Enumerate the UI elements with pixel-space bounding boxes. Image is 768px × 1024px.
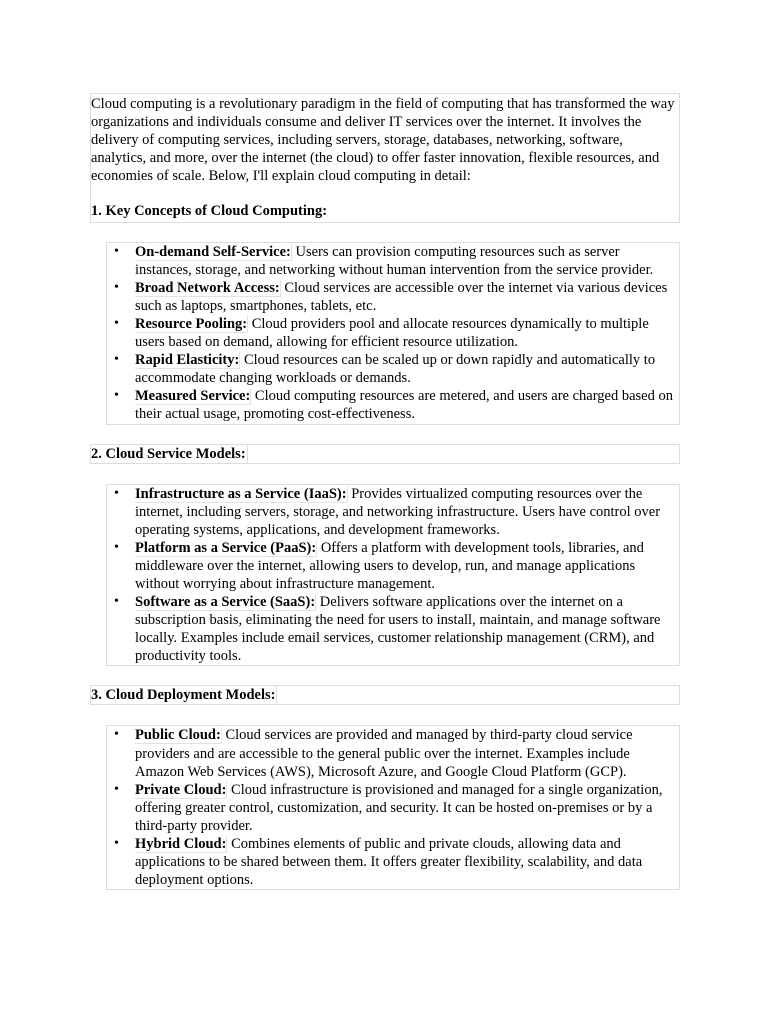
list-item xyxy=(114,351,679,387)
list-item xyxy=(114,835,679,889)
list-item-text: Cloud infrastructure is provisioned and managed for a single organization, offering greater control, customization, and security. It can be hosted on-premises or by a third-party provider. xyxy=(135,781,663,834)
list-item-text: Cloud providers pool and allocate resources dynamically to multiple users based on demand, allowing for efficient resource utilization. xyxy=(135,315,649,351)
list-item-text: Delivers software applications over the internet on a subscription basis, eliminating the need for users to install, maintain, and manage software locally. Examples include email services, customer relationship management (CRM), and productivity tools. xyxy=(135,594,661,665)
list-item-term: Rapid Elasticity: xyxy=(135,352,240,369)
list-item-text: Cloud resources can be scaled up or down rapidly and automatically to accommodate changing workloads or demands. xyxy=(135,352,656,387)
list-item xyxy=(114,539,679,593)
list-item xyxy=(114,315,679,351)
heading-text: 2. Cloud Service Models: xyxy=(91,445,246,462)
list-item-text: Cloud services are accessible over the internet via various devices such as laptops, smartphones, tablets, etc. xyxy=(135,279,668,314)
list-item-text: Cloud computing resources are metered, and users are charged based on their actual usage, promoting cost-effectiveness. xyxy=(135,388,673,423)
list-item-term: Broad Network Access: xyxy=(135,279,280,296)
heading-text: 1. Key Concepts of Cloud Computing: xyxy=(91,203,328,220)
deployment-models-list xyxy=(106,725,680,890)
list-item xyxy=(114,726,679,780)
spacer xyxy=(90,464,680,484)
bullet-icon: • xyxy=(114,352,119,368)
list-item-term: Hybrid Cloud: xyxy=(135,836,227,852)
intro-block xyxy=(90,93,680,223)
bullet-icon: • xyxy=(114,243,119,259)
bullet-icon: • xyxy=(114,279,119,295)
heading-text: 3. Cloud Deployment Models: xyxy=(91,687,276,704)
bullet-icon: • xyxy=(114,315,119,331)
spacer xyxy=(90,666,680,685)
spacer xyxy=(91,185,679,202)
service-models-list xyxy=(106,484,680,667)
list-item-text: Offers a platform with development tools, libraries, and middleware over the internet, allowing users to develop, run, and manage applications without worrying about infrastructure management. xyxy=(135,539,644,592)
list-item-text: Cloud services are provided and managed by third-party cloud service providers and are accessible to the general public over the internet. Examples include Amazon Web Services (AWS), Microsoft Azure, and Google Cloud Platform (GCP). xyxy=(135,727,633,780)
section-heading-deployment-models xyxy=(90,685,680,705)
bullet-icon: • xyxy=(114,594,119,610)
list-item xyxy=(114,593,679,665)
list-item-text: Users can provision computing resources such as server instances, storage, and networking without human intervention from the service provider. xyxy=(135,243,654,278)
bullet-icon: • xyxy=(114,539,119,555)
list-item-term: Private Cloud: xyxy=(135,781,227,798)
list-item xyxy=(114,781,679,835)
list-item xyxy=(114,387,679,423)
list-item-term: Public Cloud: xyxy=(135,727,221,744)
list-item-term: On-demand Self-Service: xyxy=(135,243,291,260)
spacer xyxy=(90,425,680,444)
list-item xyxy=(114,279,679,315)
intro-paragraph: Cloud computing is a revolutionary paradigm in the field of computing that has transformed the way organizations and individuals consume and deliver IT services over the internet. It involves the delivery of computing services, including servers, storage, databases, networking, software, analytics, and more, over the internet (the cloud) to offer faster innovation, flexible resources, and economies of scale. Below, I'll explain cloud computing in detail: xyxy=(91,96,675,185)
bullet-icon: • xyxy=(114,485,119,501)
bullet-icon: • xyxy=(114,727,119,743)
spacer xyxy=(90,705,680,725)
list-item xyxy=(114,243,679,279)
list-item-term: Resource Pooling: xyxy=(135,315,248,332)
section-heading-service-models xyxy=(90,444,680,464)
list-item xyxy=(114,485,679,539)
key-concepts-list xyxy=(106,242,680,425)
document-body xyxy=(90,93,680,890)
list-item-term: Software as a Service (SaaS): xyxy=(135,594,316,611)
bullet-icon: • xyxy=(114,781,119,797)
list-item-term: Platform as a Service (PaaS): xyxy=(135,539,317,556)
bullet-icon: • xyxy=(114,388,119,404)
bullet-icon: • xyxy=(114,836,119,851)
list-item-text: Combines elements of public and private clouds, allowing data and applications to be shared between them. It offers greater flexibility, scalability, and data deployment options. xyxy=(135,836,643,889)
list-item-term: Measured Service: xyxy=(135,388,251,405)
spacer xyxy=(90,223,680,242)
list-item-text: Provides virtualized computing resources over the internet, including servers, storage, and networking infrastructure. Users have control over operating systems, applications, and development frameworks. xyxy=(135,485,661,538)
section-heading-key-concepts xyxy=(91,202,679,220)
list-item-term: Infrastructure as a Service (IaaS): xyxy=(135,485,347,502)
